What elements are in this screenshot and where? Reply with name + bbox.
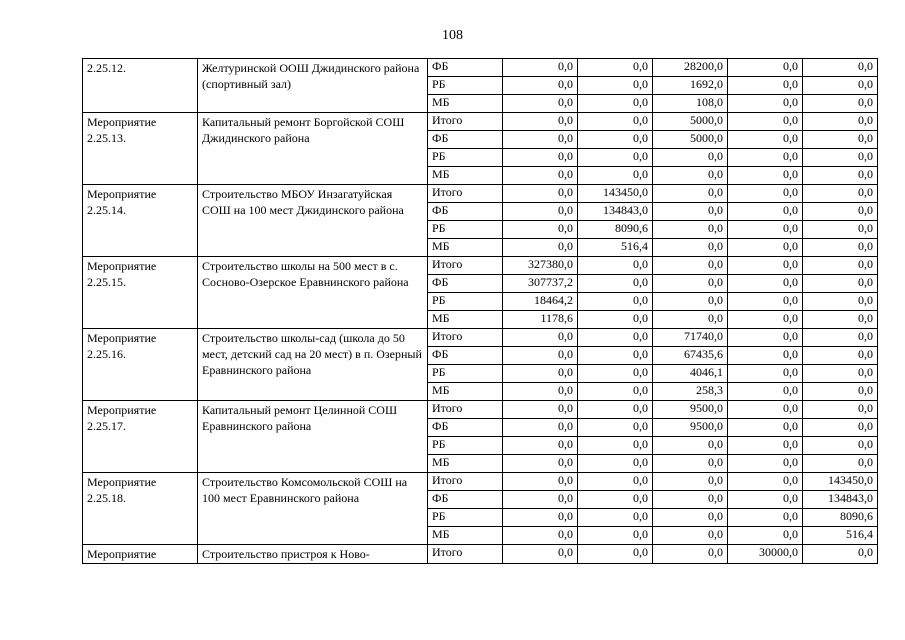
page-number: 108 — [442, 28, 463, 43]
amount-cell: 0,0 — [578, 275, 653, 293]
amount-cell: 0,0 — [803, 401, 878, 419]
amount-cell: 0,0 — [578, 545, 653, 564]
amount-cell: 0,0 — [503, 221, 578, 239]
funding-source: РБ — [428, 293, 503, 311]
amount-cell: 0,0 — [578, 365, 653, 383]
amount-cell: 143450,0 — [578, 185, 653, 203]
amount-cell: 0,0 — [728, 77, 803, 95]
amount-cell: 0,0 — [728, 437, 803, 455]
activity-code: Мероприятие 2.25.18. — [83, 473, 198, 545]
table-row — [83, 257, 878, 275]
activity-name: Строительство пристроя к Ново- — [198, 545, 428, 564]
amount-cell: 0,0 — [803, 455, 878, 473]
amount-cell: 0,0 — [803, 203, 878, 221]
amount-cell: 0,0 — [578, 311, 653, 329]
funding-source: Итого — [428, 545, 503, 564]
amount-cell: 0,0 — [728, 257, 803, 275]
budget-table — [82, 58, 878, 564]
amount-cell: 143450,0 — [803, 473, 878, 491]
amount-cell: 30000,0 — [728, 545, 803, 564]
amount-cell: 0,0 — [803, 95, 878, 113]
funding-source: ФБ — [428, 491, 503, 509]
amount-cell: 0,0 — [578, 131, 653, 149]
activity-code: Мероприятие 2.25.17. — [83, 401, 198, 473]
activity-name: Строительство МБОУ Инзагатуйская СОШ на 100 мест Джидинского района — [198, 185, 428, 257]
funding-source: ФБ — [428, 275, 503, 293]
table-row — [83, 329, 878, 347]
amount-cell: 0,0 — [653, 167, 728, 185]
amount-cell: 0,0 — [803, 383, 878, 401]
funding-source: РБ — [428, 77, 503, 95]
amount-cell: 0,0 — [728, 113, 803, 131]
amount-cell: 0,0 — [578, 419, 653, 437]
amount-cell: 0,0 — [653, 293, 728, 311]
funding-source: МБ — [428, 455, 503, 473]
amount-cell: 0,0 — [503, 365, 578, 383]
amount-cell: 0,0 — [653, 203, 728, 221]
amount-cell: 0,0 — [728, 185, 803, 203]
amount-cell: 0,0 — [503, 149, 578, 167]
amount-cell: 0,0 — [503, 347, 578, 365]
amount-cell: 0,0 — [503, 455, 578, 473]
amount-cell: 0,0 — [803, 311, 878, 329]
table-row — [83, 401, 878, 419]
activity-code: Мероприятие 2.25.13. — [83, 113, 198, 185]
amount-cell: 9500,0 — [653, 419, 728, 437]
amount-cell: 0,0 — [803, 329, 878, 347]
amount-cell: 258,3 — [653, 383, 728, 401]
amount-cell: 0,0 — [503, 77, 578, 95]
amount-cell: 0,0 — [728, 329, 803, 347]
activity-name: Капитальный ремонт Боргойской СОШ Джидинского района — [198, 113, 428, 185]
amount-cell: 0,0 — [653, 257, 728, 275]
funding-source: РБ — [428, 149, 503, 167]
funding-source: ФБ — [428, 203, 503, 221]
funding-source: РБ — [428, 509, 503, 527]
funding-source: ФБ — [428, 131, 503, 149]
amount-cell: 0,0 — [503, 509, 578, 527]
amount-cell: 0,0 — [803, 59, 878, 77]
funding-source: РБ — [428, 221, 503, 239]
amount-cell: 0,0 — [803, 113, 878, 131]
amount-cell: 0,0 — [578, 257, 653, 275]
amount-cell: 0,0 — [728, 401, 803, 419]
table-row — [83, 473, 878, 491]
amount-cell: 28200,0 — [653, 59, 728, 77]
amount-cell: 0,0 — [503, 383, 578, 401]
amount-cell: 327380,0 — [503, 257, 578, 275]
table-row — [83, 185, 878, 203]
funding-source: МБ — [428, 95, 503, 113]
amount-cell: 0,0 — [728, 275, 803, 293]
activity-code: Мероприятие 2.25.15. — [83, 257, 198, 329]
amount-cell: 18464,2 — [503, 293, 578, 311]
amount-cell: 0,0 — [728, 347, 803, 365]
amount-cell: 0,0 — [503, 167, 578, 185]
amount-cell: 9500,0 — [653, 401, 728, 419]
funding-source: Итого — [428, 329, 503, 347]
amount-cell: 0,0 — [728, 383, 803, 401]
amount-cell: 0,0 — [803, 437, 878, 455]
amount-cell: 0,0 — [578, 437, 653, 455]
funding-source: Итого — [428, 257, 503, 275]
amount-cell: 0,0 — [728, 419, 803, 437]
amount-cell: 0,0 — [503, 239, 578, 257]
amount-cell: 0,0 — [653, 185, 728, 203]
amount-cell: 0,0 — [578, 347, 653, 365]
amount-cell: 71740,0 — [653, 329, 728, 347]
amount-cell: 4046,1 — [653, 365, 728, 383]
amount-cell: 0,0 — [803, 185, 878, 203]
amount-cell: 0,0 — [578, 329, 653, 347]
amount-cell: 0,0 — [503, 491, 578, 509]
amount-cell: 0,0 — [803, 221, 878, 239]
amount-cell: 8090,6 — [803, 509, 878, 527]
amount-cell: 0,0 — [803, 419, 878, 437]
amount-cell: 134843,0 — [578, 203, 653, 221]
amount-cell: 0,0 — [728, 239, 803, 257]
amount-cell: 0,0 — [803, 239, 878, 257]
amount-cell: 0,0 — [503, 401, 578, 419]
activity-code: 2.25.12. — [83, 59, 198, 113]
amount-cell: 1178,6 — [503, 311, 578, 329]
activity-code: Мероприятие 2.25.16. — [83, 329, 198, 401]
amount-cell: 0,0 — [578, 149, 653, 167]
amount-cell: 0,0 — [653, 527, 728, 545]
amount-cell: 0,0 — [728, 311, 803, 329]
funding-source: МБ — [428, 311, 503, 329]
funding-source: МБ — [428, 239, 503, 257]
amount-cell: 0,0 — [578, 455, 653, 473]
funding-source: Итого — [428, 185, 503, 203]
amount-cell: 0,0 — [503, 527, 578, 545]
amount-cell: 0,0 — [803, 347, 878, 365]
amount-cell: 0,0 — [728, 131, 803, 149]
activity-code: Мероприятие 2.25.14. — [83, 185, 198, 257]
amount-cell: 134843,0 — [803, 491, 878, 509]
amount-cell: 0,0 — [503, 59, 578, 77]
amount-cell: 0,0 — [578, 509, 653, 527]
activity-code: Мероприятие — [83, 545, 198, 564]
amount-cell: 0,0 — [653, 509, 728, 527]
funding-source: ФБ — [428, 419, 503, 437]
amount-cell: 0,0 — [653, 437, 728, 455]
amount-cell: 0,0 — [728, 203, 803, 221]
amount-cell: 0,0 — [503, 473, 578, 491]
amount-cell: 0,0 — [503, 131, 578, 149]
amount-cell: 0,0 — [728, 149, 803, 167]
funding-source: МБ — [428, 527, 503, 545]
amount-cell: 0,0 — [653, 221, 728, 239]
amount-cell: 0,0 — [503, 113, 578, 131]
amount-cell: 0,0 — [578, 383, 653, 401]
amount-cell: 0,0 — [503, 185, 578, 203]
funding-source: Итого — [428, 473, 503, 491]
amount-cell: 0,0 — [803, 293, 878, 311]
amount-cell: 0,0 — [803, 167, 878, 185]
amount-cell: 0,0 — [803, 257, 878, 275]
funding-source: Итого — [428, 401, 503, 419]
budget-table-body — [83, 59, 878, 564]
amount-cell: 0,0 — [803, 365, 878, 383]
amount-cell: 0,0 — [728, 455, 803, 473]
amount-cell: 0,0 — [728, 365, 803, 383]
funding-source: Итого — [428, 113, 503, 131]
amount-cell: 0,0 — [578, 527, 653, 545]
amount-cell: 0,0 — [503, 329, 578, 347]
amount-cell: 0,0 — [503, 419, 578, 437]
amount-cell: 0,0 — [578, 491, 653, 509]
amount-cell: 0,0 — [728, 509, 803, 527]
activity-name: Желтуринской ООШ Джидинского района (спортивный зал) — [198, 59, 428, 113]
amount-cell: 108,0 — [653, 95, 728, 113]
amount-cell: 0,0 — [503, 95, 578, 113]
funding-source: ФБ — [428, 347, 503, 365]
amount-cell: 0,0 — [578, 95, 653, 113]
amount-cell: 0,0 — [728, 491, 803, 509]
amount-cell: 0,0 — [803, 77, 878, 95]
amount-cell: 0,0 — [803, 545, 878, 564]
amount-cell: 0,0 — [653, 149, 728, 167]
table-row — [83, 59, 878, 77]
funding-source: РБ — [428, 437, 503, 455]
amount-cell: 0,0 — [653, 311, 728, 329]
amount-cell: 5000,0 — [653, 131, 728, 149]
amount-cell: 0,0 — [803, 275, 878, 293]
amount-cell: 307737,2 — [503, 275, 578, 293]
funding-source: ФБ — [428, 59, 503, 77]
amount-cell: 0,0 — [653, 545, 728, 564]
amount-cell: 0,0 — [653, 491, 728, 509]
amount-cell: 0,0 — [503, 437, 578, 455]
amount-cell: 0,0 — [503, 203, 578, 221]
amount-cell: 0,0 — [578, 77, 653, 95]
amount-cell: 0,0 — [728, 167, 803, 185]
table-row — [83, 113, 878, 131]
amount-cell: 0,0 — [803, 149, 878, 167]
amount-cell: 0,0 — [578, 473, 653, 491]
amount-cell: 8090,6 — [578, 221, 653, 239]
amount-cell: 0,0 — [578, 293, 653, 311]
activity-name: Строительство школы на 500 мест в с. Сосново-Озерское Еравнинского района — [198, 257, 428, 329]
amount-cell: 0,0 — [653, 239, 728, 257]
amount-cell: 0,0 — [653, 455, 728, 473]
amount-cell: 0,0 — [503, 545, 578, 564]
funding-source: МБ — [428, 383, 503, 401]
amount-cell: 0,0 — [578, 59, 653, 77]
amount-cell: 0,0 — [728, 473, 803, 491]
amount-cell: 0,0 — [578, 113, 653, 131]
amount-cell: 516,4 — [578, 239, 653, 257]
amount-cell: 67435,6 — [653, 347, 728, 365]
amount-cell: 0,0 — [578, 401, 653, 419]
amount-cell: 516,4 — [803, 527, 878, 545]
amount-cell: 0,0 — [803, 131, 878, 149]
table-row — [83, 545, 878, 564]
amount-cell: 0,0 — [653, 473, 728, 491]
amount-cell: 0,0 — [728, 95, 803, 113]
amount-cell: 0,0 — [653, 275, 728, 293]
activity-name: Строительство Комсомольской СОШ на 100 мест Еравнинского района — [198, 473, 428, 545]
activity-name: Строительство школы-сад (школа до 50 мест, детский сад на 20 мест) в п. Озерный Еравнинского района — [198, 329, 428, 401]
amount-cell: 0,0 — [728, 527, 803, 545]
amount-cell: 5000,0 — [653, 113, 728, 131]
amount-cell: 0,0 — [728, 59, 803, 77]
amount-cell: 1692,0 — [653, 77, 728, 95]
amount-cell: 0,0 — [728, 293, 803, 311]
activity-name: Капитальный ремонт Целинной СОШ Еравнинского района — [198, 401, 428, 473]
amount-cell: 0,0 — [728, 221, 803, 239]
funding-source: РБ — [428, 365, 503, 383]
funding-source: МБ — [428, 167, 503, 185]
amount-cell: 0,0 — [578, 167, 653, 185]
